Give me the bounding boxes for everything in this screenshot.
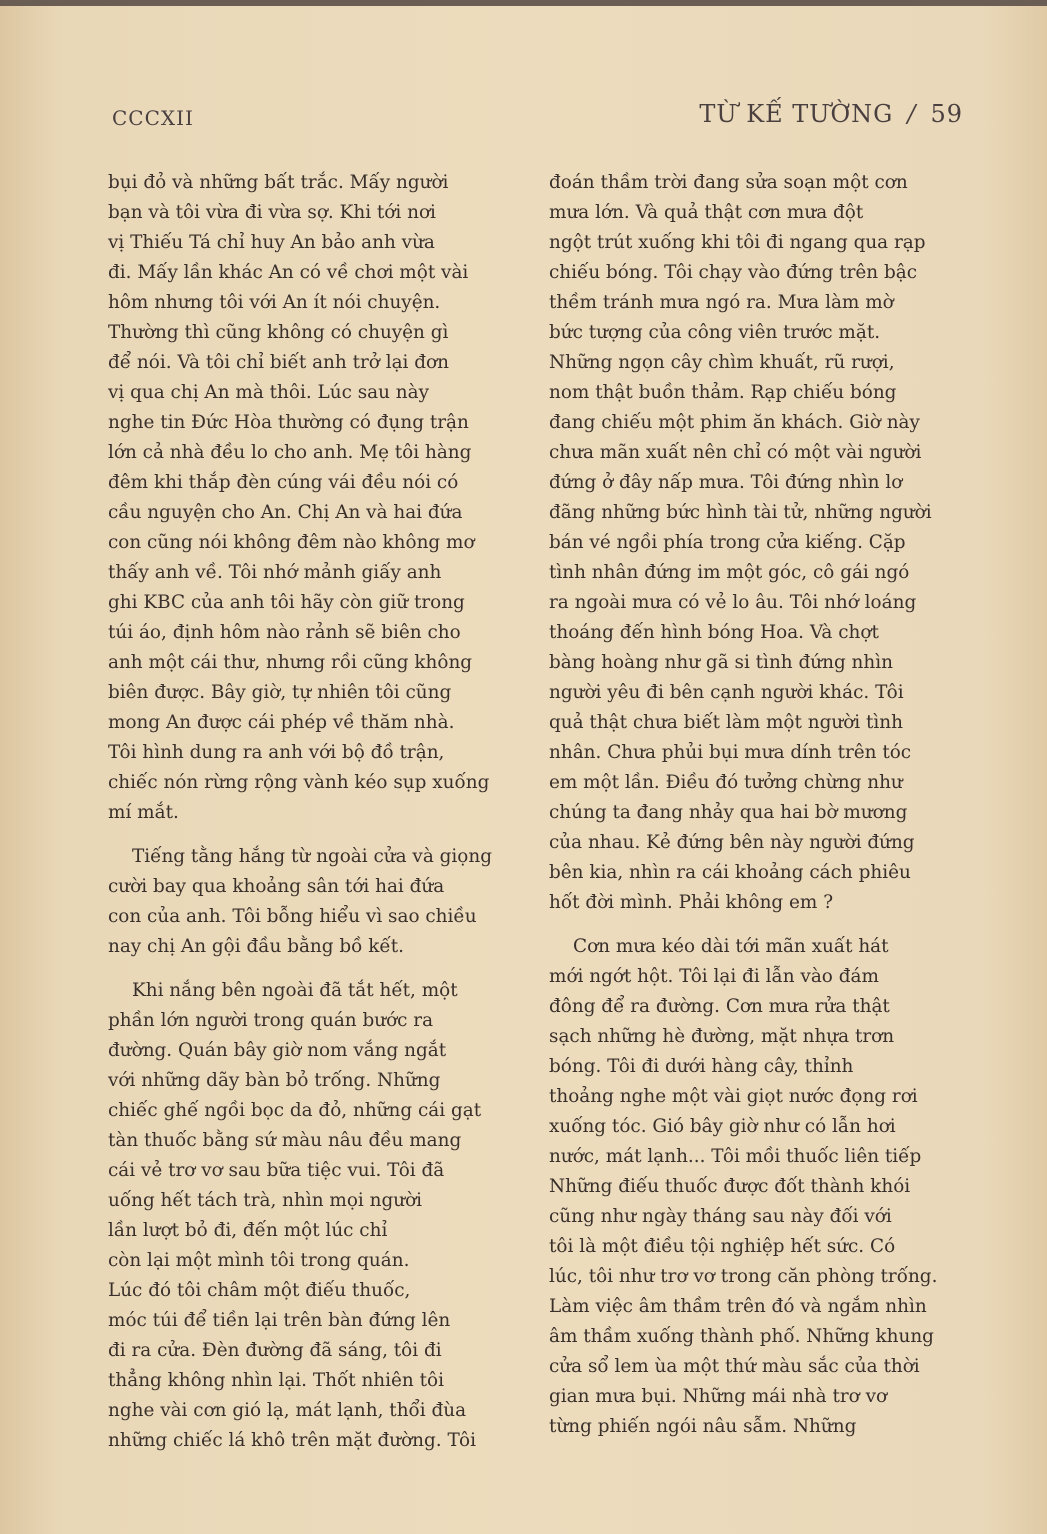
left-column [108,168,520,1456]
header-separator: / [907,100,917,128]
paragraph: Cơn mưa kéo dài tới mãn xuất hát mới ngớt hột. Tôi lại đi lẫn vào đám đông để ra đường. Cơn mưa rửa thật sạch những hè đường, mặt nhựa trơn bóng. Tôi đi dưới hàng cây, thỉnh thoảng nghe một vài giọt nước đọng rơi xuống tóc. Gió bây giờ như có lẫn hơi nước, mát lạnh... Tôi mồi thuốc liên tiếp Những điếu thuốc được đốt thành khói cũng như ngày tháng sau này đối với tôi là một điều tội nghiệp hết sức. Có lúc, tôi như trơ vơ trong căn phòng trống. Làm việc âm thầm trên đó và ngắm nhìn âm thầm xuống thành phố. Những khung cửa sổ lem ùa một thứ màu sắc của thời gian mưa bụi. Những mái nhà trơ vơ từng phiến ngói nâu sẫm. Những [549,936,938,1437]
paragraph: Tiếng tằng hắng từ ngoài cửa và giọng cười bay qua khoảng sân tới hai đứa con của anh. Tôi bỗng hiểu vì sao chiều nay chị An gội đầu bằng bồ kết. [108,846,492,957]
running-header [112,100,963,136]
page-top-edge [0,0,1047,6]
header-title: TỪ KẾ TƯỜNG [699,100,894,128]
paragraph: Khi nắng bên ngoài đã tắt hết, một phần lớn người trong quán bước ra đường. Quán bây giờ nom vắng ngắt với những dãy bàn bỏ trống. Những chiếc ghế ngồi bọc da đỏ, những cái gạt tàn thuốc bằng sứ màu nâu đều mang cái vẻ trơ vơ sau bữa tiệc vui. Tôi đã uống hết tách trà, nhìn mọi người lần lượt bỏ đi, đến một lúc chỉ còn lại một mình tôi trong quán. Lúc đó tôi châm một điếu thuốc, móc túi để tiền lại trên bàn đứng lên đi ra cửa. Đèn đường đã sáng, tôi đi thẳng không nhìn lại. Thốt nhiên tôi nghe vài cơn gió lạ, mát lạnh, thổi đùa những chiếc lá khô trên mặt đường. Tôi [108,980,482,1451]
header-left-text: CCCXII [112,106,194,130]
paragraph: bụi đỏ và những bất trắc. Mấy người bạn và tôi vừa đi vừa sợ. Khi tới nơi vị Thiếu Tá chỉ huy An bảo anh vừa đi. Mấy lần khác An có về chơi một vài hôm nhưng tôi với An ít nói chuyện. Thường thì cũng không có chuyện gì để nói. Và tôi chỉ biết anh trở lại đơn vị qua chị An mà thôi. Lúc sau này nghe tin Đức Hòa thường có đụng trận lớn cả nhà đều lo cho anh. Mẹ tôi hàng đêm khi thắp đèn cúng vái đều nói có cầu nguyện cho An. Chị An và hai đứa con cũng nói không đêm nào không mơ thấy anh về. Tôi nhớ mảnh giấy anh ghi KBC của anh tôi hãy còn giữ trong túi áo, định hôm nào rảnh sẽ biên cho anh một cái thư, nhưng rồi cũng không biên được. Bây giờ, tự nhiên tôi cũng mong An được cái phép về thăm nhà. Tôi hình dung ra anh với bộ đồ trận, chiếc nón rừng rộng vành kéo sụp xuống mí mắt. [108,172,490,823]
page-number: 59 [930,100,963,128]
paragraph: đoán thầm trời đang sửa soạn một cơn mưa lớn. Và quả thật cơn mưa đột ngột trút xuống khi tôi đi ngang qua rạp chiếu bóng. Tôi chạy vào đứng trên bậc thềm tránh mưa ngó ra. Mưa làm mờ bức tượng của công viên trước mặt. Những ngọn cây chìm khuất, rũ rượi, nom thật buồn thảm. Rạp chiếu bóng đang chiếu một phim ăn khách. Giờ này chưa mãn xuất nên chỉ có một vài người đứng ở đây nấp mưa. Tôi đứng nhìn lơ đãng những bức hình tài tử, những người bán vé ngồi phía trong cửa kiếng. Cặp tình nhân đứng im một góc, cô gái ngó ra ngoài mưa có vẻ lo âu. Tôi nhớ loáng thoáng đến hình bóng Hoa. Và chợt bàng hoàng như gã si tình đứng nhìn người yêu đi bên cạnh người khác. Tôi quả thật chưa biết làm một người tình nhân. Chưa phủi bụi mưa dính trên tóc em một lần. Điều đó tưởng chừng như chúng ta đang nhảy qua hai bờ mương của nhau. Kẻ đứng bên này người đứng bên kia, nhìn ra cái khoảng cách phiêu hốt đời mình. Phải không em ? [549,172,932,913]
right-column [549,168,961,1442]
header-right [699,100,963,128]
